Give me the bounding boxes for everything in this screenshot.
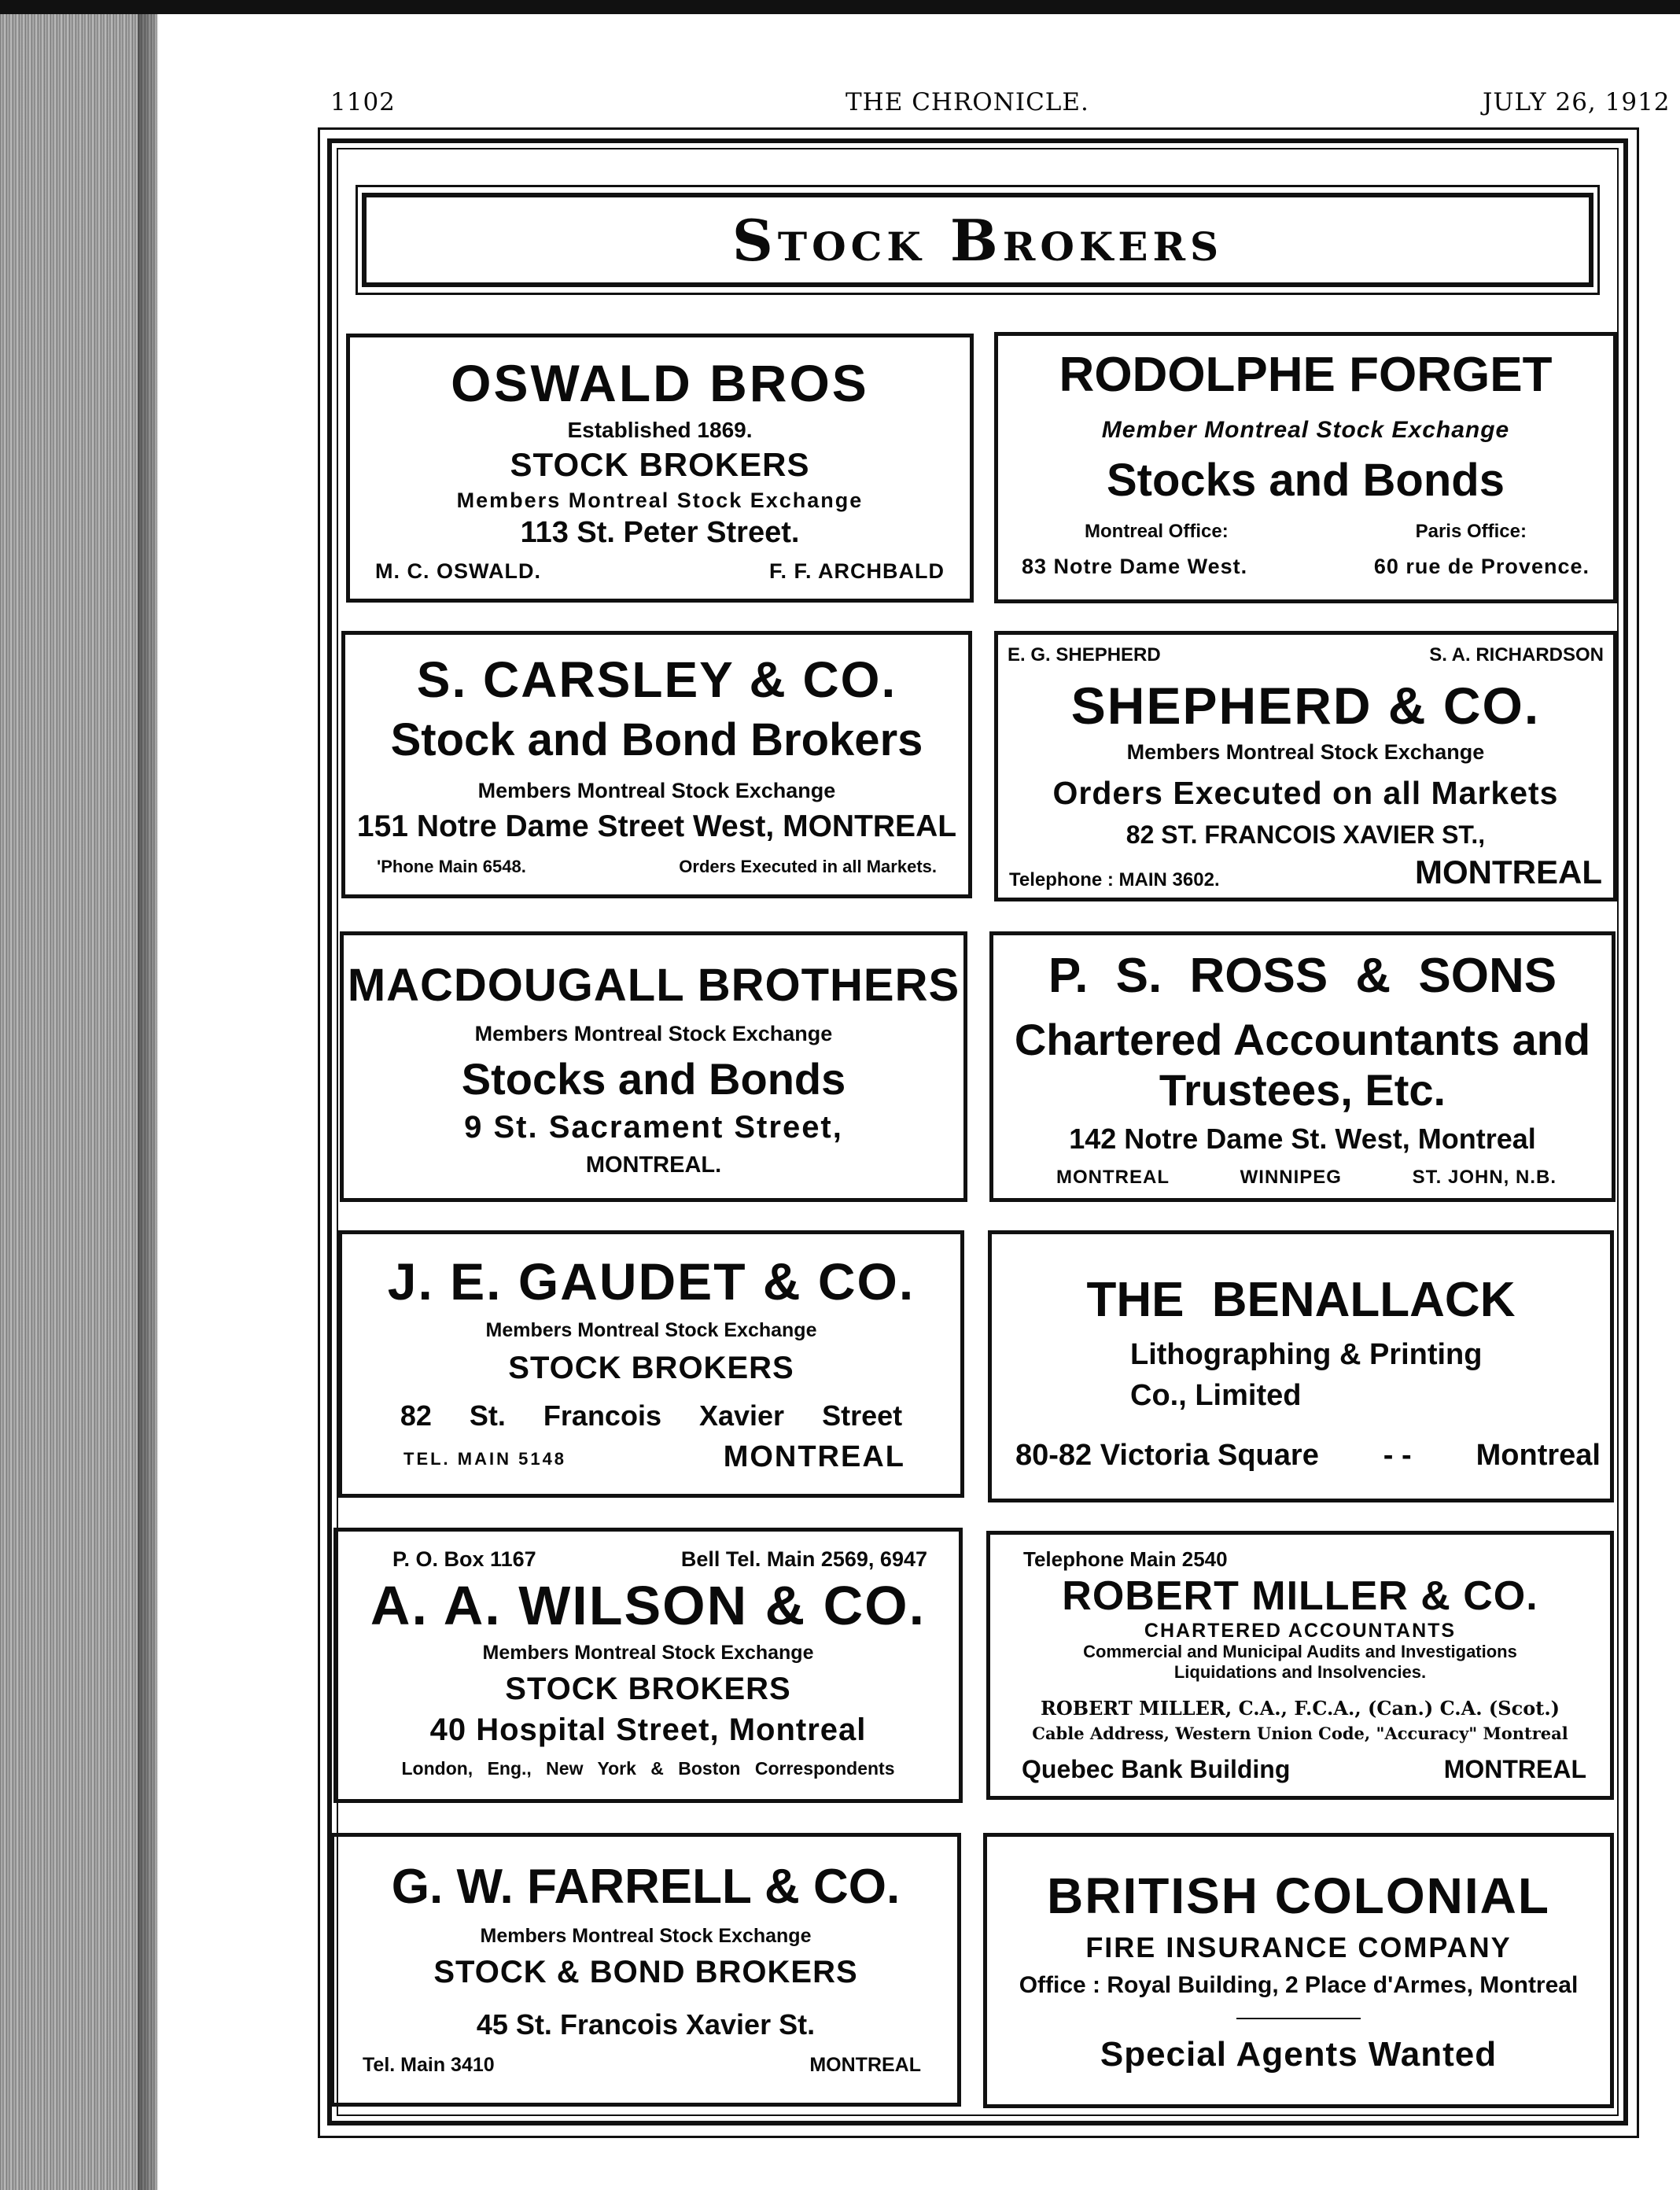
- ad-footer: [345, 857, 968, 877]
- ad-ps-ross-sons: [989, 931, 1616, 1202]
- ad-office-addresses: [998, 555, 1613, 579]
- ad-wanted: Special Agents Wanted: [1100, 2035, 1498, 2074]
- ad-members: Members Montreal Stock Exchange: [1126, 740, 1485, 764]
- ad-phone: Telephone : MAIN 3602.: [1009, 869, 1220, 890]
- ad-name: G. W. FARRELL & CO.: [391, 1860, 901, 1914]
- ad-shepherd-co: [994, 631, 1617, 901]
- ad-business: Stocks and Bonds: [461, 1054, 846, 1104]
- ad-footer: [990, 1755, 1610, 1784]
- banner: [362, 193, 1593, 287]
- ad-city: MONTREAL: [809, 2054, 921, 2076]
- ad-business-1: Lithographing & Printing: [1130, 1338, 1483, 1371]
- ad-name: S. CARSLEY & CO.: [416, 651, 897, 708]
- ad-dashes: - -: [1383, 1439, 1412, 1472]
- partner-right: F. F. ARCHBALD: [769, 559, 945, 583]
- ad-office-labels: [998, 521, 1613, 543]
- ad-address: 142 Notre Dame St. West, Montreal: [1069, 1123, 1536, 1155]
- ad-address: 113 St. Peter Street.: [520, 516, 800, 549]
- ad-principal: ROBERT MILLER, C.A., F.C.A., (Can.) C.A. (Scot.): [1040, 1697, 1560, 1720]
- book-spine-edges: [0, 0, 157, 2190]
- ad-members: Members Montreal Stock Exchange: [474, 1022, 833, 1045]
- ad-city: MONTREAL.: [585, 1152, 722, 1178]
- ad-city: MONTREAL: [1415, 854, 1602, 890]
- ad-address: 80-82 Victoria Square: [1015, 1439, 1319, 1472]
- ad-name: A. A. WILSON & CO.: [370, 1575, 927, 1636]
- ad-partners: [350, 559, 970, 584]
- page-number: 1102: [330, 88, 396, 116]
- office-right-label: Paris Office:: [1415, 521, 1527, 542]
- ad-phone: Telephone Main 2540: [1023, 1547, 1228, 1571]
- ad-pobox: P. O. Box 1167: [392, 1547, 536, 1571]
- ad-city: Montreal: [1476, 1439, 1601, 1472]
- ad-phone: TEL. MAIN 5148: [403, 1449, 567, 1469]
- ad-business: STOCK BROKERS: [505, 1672, 791, 1706]
- ad-city-2: WINNIPEG: [1240, 1167, 1342, 1188]
- ad-benallack: [988, 1230, 1614, 1502]
- ad-orders: Orders Executed in all Markets.: [679, 857, 937, 876]
- ad-name: MACDOUGALL BROTHERS: [347, 960, 960, 1011]
- ad-members: Members Montreal Stock Exchange: [456, 489, 864, 512]
- banner-title: Stock Brokers: [731, 206, 1224, 274]
- ad-phone: Bell Tel. Main 2569, 6947: [680, 1547, 927, 1571]
- ad-building: Quebec Bank Building: [1022, 1755, 1291, 1783]
- ad-city: MONTREAL: [1443, 1755, 1586, 1783]
- ad-address: 82 St. Francois Xavier Street: [400, 1399, 903, 1432]
- ad-correspondents: London, Eng., New York & Boston Correspondents: [401, 1758, 895, 1779]
- ad-members: Members Montreal Stock Exchange: [480, 1925, 812, 1947]
- issue-date: JULY 26, 1912: [1483, 88, 1671, 116]
- ad-members: Members Montreal Stock Exchange: [485, 1319, 817, 1341]
- ad-services-2: Liquidations and Insolvencies.: [1173, 1662, 1427, 1682]
- partner-right: S. A. RICHARDSON: [1429, 644, 1604, 665]
- spine-shadow: [138, 0, 160, 2190]
- ad-members: Members Montreal Stock Exchange: [477, 779, 836, 802]
- ad-s-carsley: [341, 631, 972, 898]
- office-left-addr: 83 Notre Dame West.: [1022, 555, 1248, 578]
- ad-name: BRITISH COLONIAL: [1047, 1867, 1550, 1924]
- ad-office: Office : Royal Building, 2 Place d'Armes, Montreal: [1019, 1972, 1579, 1998]
- ad-name: P. S. ROSS & SONS: [1048, 949, 1557, 1003]
- ad-address: 45 St. Francois Xavier St.: [476, 2008, 816, 2041]
- ad-name: THE BENALLACK: [1086, 1273, 1516, 1327]
- ad-cable: Cable Address, Western Union Code, "Accuracy" Montreal: [1032, 1724, 1568, 1743]
- ad-business: STOCK BROKERS: [510, 446, 810, 483]
- ad-cities: [993, 1167, 1612, 1189]
- ad-name: J. E. GAUDET & CO.: [387, 1252, 916, 1311]
- partner-left: M. C. OSWALD.: [375, 559, 541, 583]
- ad-business: FIRE INSURANCE COMPANY: [1085, 1931, 1512, 1963]
- ad-name: OSWALD BROS: [451, 354, 869, 412]
- ad-business: CHARTERED ACCOUNTANTS: [1144, 1620, 1457, 1642]
- ad-phone: 'Phone Main 6548.: [377, 857, 526, 876]
- ad-rodolphe-forget: [994, 332, 1617, 603]
- ad-city-1: MONTREAL: [1056, 1167, 1170, 1188]
- ad-member: Member Montreal Stock Exchange: [1101, 417, 1510, 443]
- ad-city: MONTREAL: [723, 1440, 905, 1473]
- ad-contact: [337, 1547, 959, 1572]
- ad-je-gaudet: [338, 1230, 964, 1498]
- ad-name: ROBERT MILLER & CO.: [1062, 1573, 1538, 1619]
- scan-top-edge: [0, 0, 1680, 14]
- ad-business: Stock and Bond Brokers: [390, 714, 923, 765]
- ad-partners: [998, 644, 1613, 666]
- ad-divider: [1236, 2018, 1361, 2019]
- ad-business: STOCK & BOND BROKERS: [433, 1955, 858, 1989]
- ad-address-line: [992, 1439, 1610, 1473]
- ad-business: Stocks and Bonds: [1107, 455, 1505, 506]
- ad-business-2: Trustees, Etc.: [1159, 1065, 1446, 1115]
- partner-left: E. G. SHEPHERD: [1008, 644, 1161, 665]
- ad-footer: [334, 2054, 957, 2077]
- office-right-addr: 60 rue de Provence.: [1373, 555, 1590, 578]
- ad-robert-miller: [986, 1531, 1614, 1800]
- ad-footer: [998, 854, 1613, 891]
- ad-business-1: Chartered Accountants and: [1014, 1015, 1591, 1064]
- ad-address: 9 St. Sacrament Street,: [464, 1110, 843, 1145]
- ad-established: Established 1869.: [567, 418, 753, 442]
- ad-orders: Orders Executed on all Markets: [1052, 775, 1559, 811]
- ad-gw-farrell: [330, 1833, 961, 2107]
- ad-footer: [342, 1440, 960, 1474]
- ad-name: RODOLPHE FORGET: [1059, 348, 1553, 402]
- ad-oswald-bros: [346, 334, 974, 603]
- ad-members: Members Montreal Stock Exchange: [482, 1642, 814, 1664]
- office-left-label: Montreal Office:: [1085, 521, 1229, 542]
- ad-aa-wilson: [333, 1528, 963, 1803]
- ad-business-2: Co., Limited: [1130, 1379, 1302, 1412]
- ad-city-3: ST. JOHN, N.B.: [1412, 1167, 1557, 1188]
- ad-business: STOCK BROKERS: [508, 1351, 794, 1385]
- ad-name: SHEPHERD & CO.: [1070, 677, 1541, 735]
- journal-title: THE CHRONICLE.: [846, 88, 1089, 116]
- ad-address: 151 Notre Dame Street West, MONTREAL: [356, 809, 957, 843]
- ad-phone: Tel. Main 3410: [363, 2054, 495, 2076]
- ad-macdougall-brothers: [340, 931, 967, 1202]
- ad-address: 82 ST. FRANCOIS XAVIER ST.,: [1126, 820, 1486, 849]
- ad-address: 40 Hospital Street, Montreal: [429, 1713, 867, 1747]
- ad-services-1: Commercial and Municipal Audits and Investigations: [1083, 1642, 1517, 1661]
- ad-british-colonial: [983, 1833, 1614, 2108]
